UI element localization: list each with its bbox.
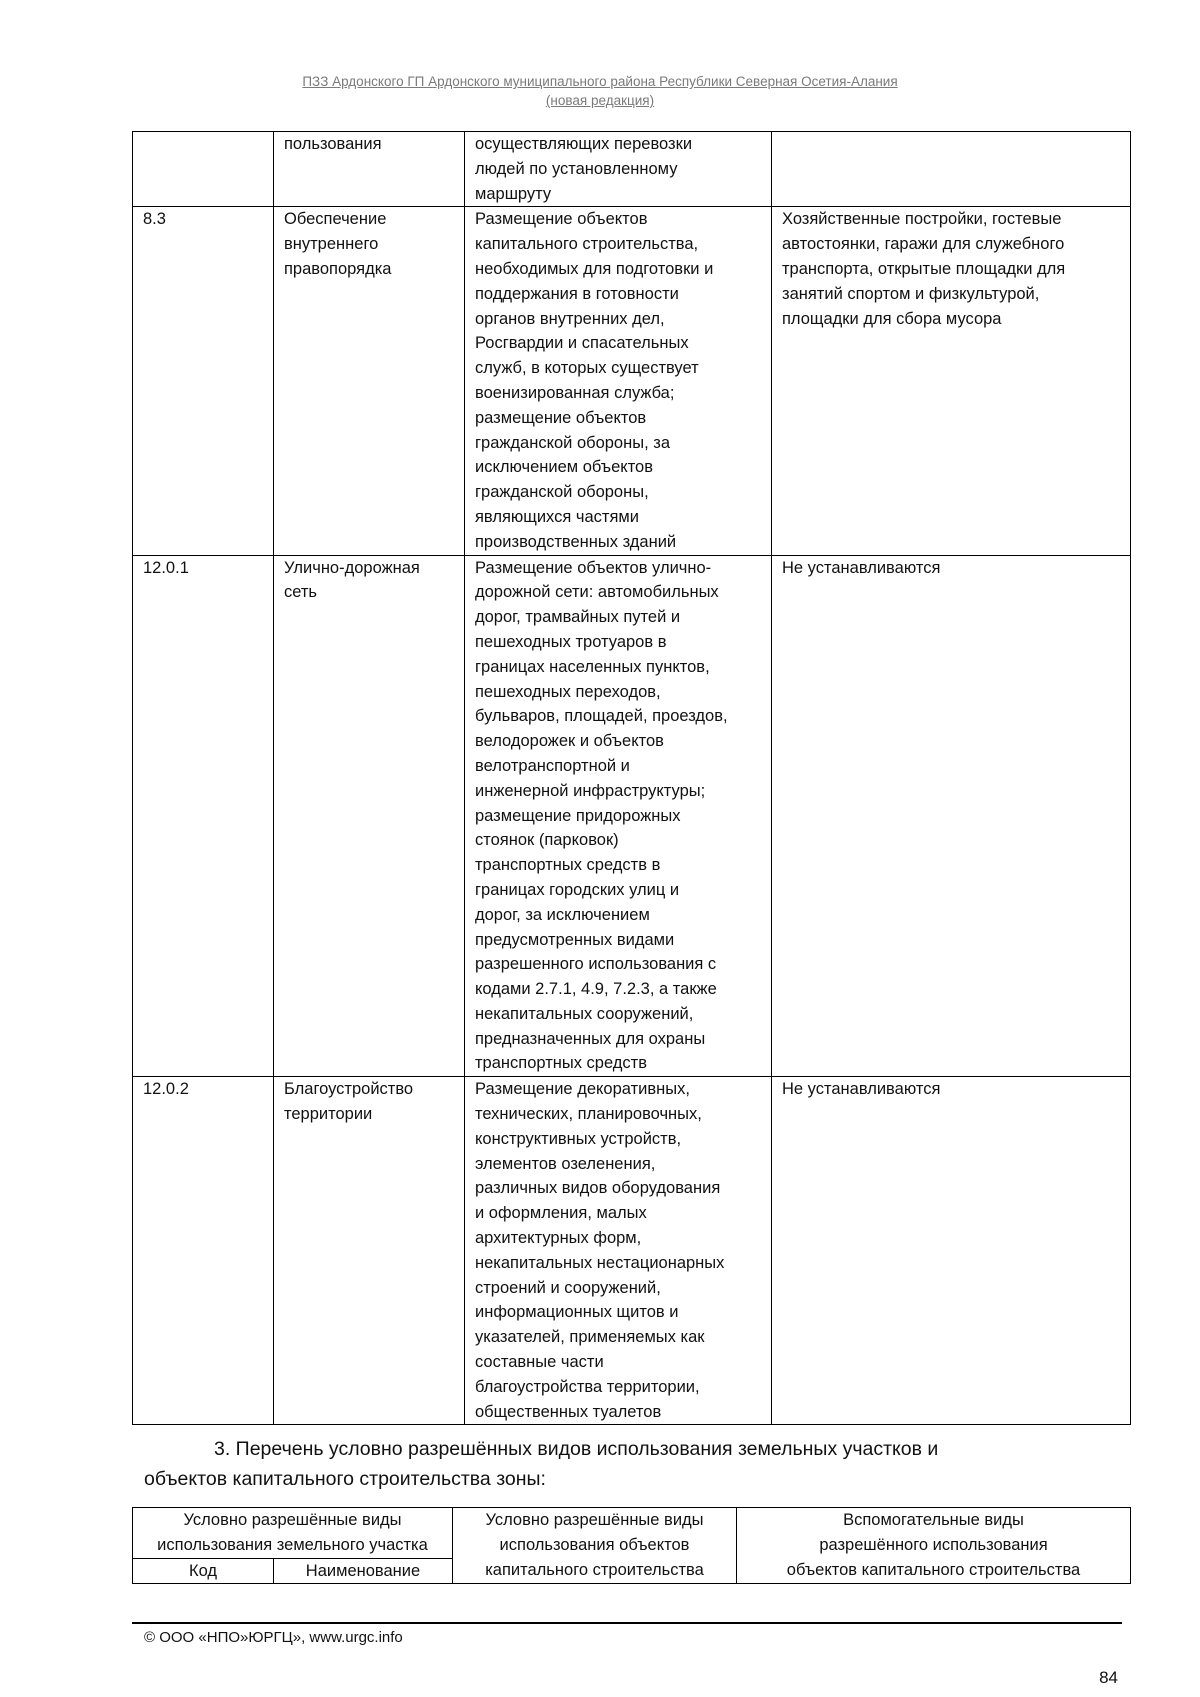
cell-line: архитектурных форм, — [475, 1229, 642, 1248]
cell-line: Хозяйственные постройки, гостевые — [782, 210, 1062, 229]
cell-line: инженерной инфраструктуры; — [475, 781, 706, 800]
auxiliary-cell — [772, 555, 1131, 1077]
code-cell — [133, 132, 274, 207]
col1-header: Условно разрешённые виды использования земельного участка — [133, 1508, 453, 1559]
cell-line: Размещение объектов улично- — [475, 558, 712, 577]
cell-line: пешеходных переходов, — [475, 682, 661, 701]
section-3-heading — [144, 1434, 1120, 1494]
cell-line: Обеспечение — [284, 210, 387, 229]
cell-line: конструктивных устройств, — [475, 1129, 682, 1148]
cell-line: размещение объектов — [475, 408, 647, 427]
cell-line: пешеходных тротуаров в — [475, 632, 667, 651]
cell-line: дорожной сети: автомобильных — [475, 583, 719, 602]
table-row — [133, 207, 1131, 555]
cell-line: общественных туалетов — [475, 1402, 662, 1421]
page-header — [0, 72, 1200, 110]
cell-line: являющихся частями — [475, 507, 639, 526]
cell-line: транспорта, открытые площадки для — [782, 259, 1066, 278]
cell-line: технических, планировочных, — [475, 1105, 702, 1124]
cell-line: некапитальных сооружений, — [475, 1004, 694, 1023]
cell-line: бульваров, площадей, проездов, — [475, 707, 728, 726]
cell-line: капитального строительства, — [475, 235, 699, 254]
cell-line: гражданской обороны, за — [475, 433, 670, 452]
footer-copyright: © ООО «НПО»ЮРГЦ», www.urgc.info — [144, 1629, 403, 1646]
cell-line: сеть — [284, 583, 318, 602]
cell-line: элементов озеленения, — [475, 1154, 656, 1173]
name-cell — [274, 1077, 465, 1425]
header-subtitle: (новая редакция) — [545, 93, 655, 108]
code-cell: 12.0.2 — [133, 1077, 274, 1425]
cell-line: гражданской обороны, — [475, 483, 649, 502]
cell-line: различных видов оборудования — [475, 1179, 721, 1198]
description-cell — [465, 207, 772, 555]
code-cell: 8.3 — [133, 207, 274, 555]
description-cell — [465, 132, 772, 207]
cell-line: транспортных средств в — [475, 856, 661, 875]
cell-line: строений и сооружений, — [475, 1278, 661, 1297]
name-header: Наименование — [274, 1558, 453, 1584]
cell-line: внутреннего — [284, 235, 379, 254]
cell-line: кодами 2.7.1, 4.9, 7.2.3, а также — [475, 980, 717, 999]
cell-line: Росгвардии и спасательных — [475, 334, 689, 353]
cell-line: составные части — [475, 1353, 604, 1372]
cell-line: указателей, применяемых как — [475, 1328, 705, 1347]
name-cell — [274, 207, 465, 555]
cell-line: людей по установленному — [475, 159, 678, 178]
cell-line: предназначенных для охраны — [475, 1029, 706, 1048]
code-header: Код — [133, 1558, 274, 1584]
conditional-use-header-row — [133, 1508, 1131, 1559]
cell-line: исключением объектов — [475, 458, 654, 477]
cell-line: осуществляющих перевозки — [475, 135, 693, 153]
page-number: 84 — [1099, 1668, 1118, 1687]
auxiliary-cell — [772, 132, 1131, 207]
cell-line: и оформления, малых — [475, 1204, 647, 1223]
footer-rule — [132, 1622, 1122, 1624]
cell-line: производственных зданий — [475, 532, 677, 551]
cell-line: дорог, трамвайных путей и — [475, 608, 681, 627]
cell-line: Улично-дорожная — [284, 558, 420, 577]
cell-line: границах населенных пунктов, — [475, 657, 710, 676]
cell-line: велотранспортной и — [475, 756, 630, 775]
name-cell — [274, 555, 465, 1077]
cell-line: маршруту — [475, 184, 552, 203]
cell-line: Размещение декоративных, — [475, 1080, 690, 1099]
auxiliary-cell — [772, 207, 1131, 555]
cell-line: предусмотренных видами — [475, 930, 675, 949]
code-cell: 12.0.1 — [133, 555, 274, 1077]
cell-line: разрешенного использования с — [475, 955, 717, 974]
cell-line: Не устанавливаются — [782, 1080, 941, 1099]
cell-line: транспортных средств — [475, 1054, 648, 1073]
cell-line: велодорожек и объектов — [475, 732, 664, 751]
land-use-table — [132, 131, 1131, 1425]
description-cell — [465, 555, 772, 1077]
auxiliary-cell — [772, 1077, 1131, 1425]
cell-line: некапитальных нестационарных — [475, 1253, 725, 1272]
cell-line: правопорядка — [284, 259, 392, 278]
cell-line: информационных щитов и — [475, 1303, 679, 1322]
table-row — [133, 1077, 1131, 1425]
cell-line: стоянок (парковок) — [475, 831, 619, 850]
cell-line: площадки для сбора мусора — [782, 309, 1002, 328]
conditional-use-table — [132, 1507, 1131, 1584]
name-cell — [274, 132, 465, 207]
col3-header: Вспомогательные виды разрешённого использования объектов капитального строительства — [737, 1508, 1131, 1584]
section-3-line-1: 3. Перечень условно разрешённых видов использования земельных участков и — [214, 1438, 939, 1460]
cell-line: размещение придорожных — [475, 806, 681, 825]
cell-line: территории — [284, 1105, 373, 1124]
table-row — [133, 555, 1131, 1077]
cell-line: Размещение объектов — [475, 210, 648, 229]
cell-line: дорог, за исключением — [475, 905, 650, 924]
cell-line: благоустройства территории, — [475, 1377, 700, 1396]
cell-line: поддержания в готовности — [475, 284, 679, 303]
table-row — [133, 132, 1131, 207]
col2-header: Условно разрешённые виды использования объектов капитального строительства — [453, 1508, 737, 1584]
description-cell — [465, 1077, 772, 1425]
cell-line: пользования — [284, 135, 382, 153]
cell-line: военизированная служба; — [475, 383, 675, 402]
cell-line: Не устанавливаются — [782, 558, 941, 577]
cell-line: занятий спортом и физкультурой, — [782, 284, 1040, 303]
cell-line: автостоянки, гаражи для служебного — [782, 235, 1065, 254]
section-3-line-2: объектов капитального строительства зоны: — [144, 1468, 546, 1490]
cell-line: Благоустройство — [284, 1080, 414, 1099]
cell-line: органов внутренних дел, — [475, 309, 665, 328]
cell-line: служб, в которых существует — [475, 359, 699, 378]
header-title: ПЗЗ Ардонского ГП Ардонского муниципального района Республики Северная Осетия-Алания — [302, 74, 898, 89]
cell-line: необходимых для подготовки и — [475, 259, 714, 278]
cell-line: границах городских улиц и — [475, 880, 680, 899]
